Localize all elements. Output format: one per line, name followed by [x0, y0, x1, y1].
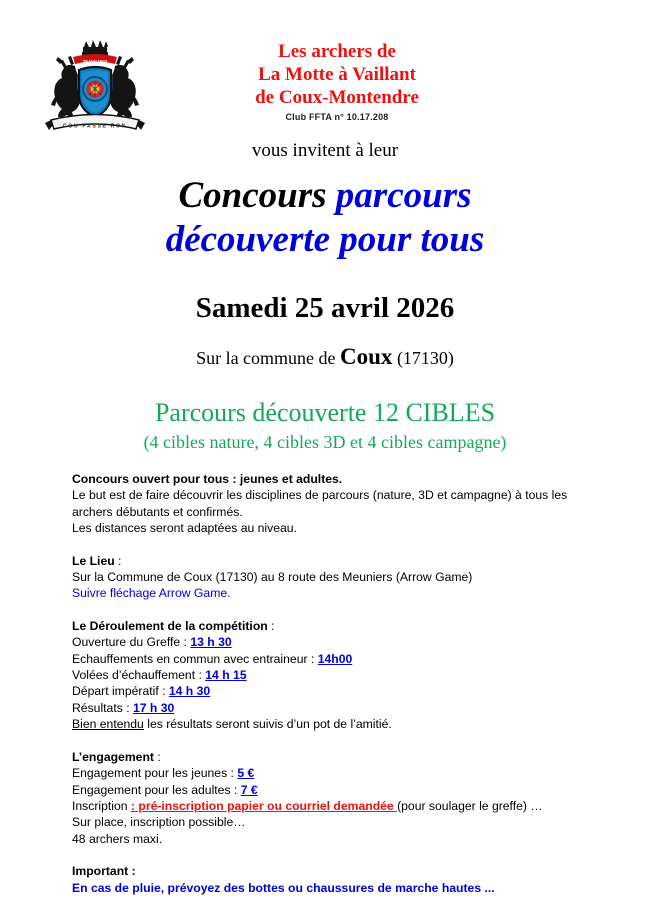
section-fees-heading [72, 749, 572, 765]
commune-postal: (17130) [392, 348, 454, 368]
schedule-row [72, 651, 572, 667]
schedule-note [72, 716, 572, 732]
event-date: Samedi 25 avril 2026 [195, 292, 455, 324]
registration-line [72, 798, 572, 814]
schedule-note-rest: les résultats seront suivis d’un pot de l’amitié. [143, 717, 392, 732]
schedule-label: Volées d’échauffement : [72, 668, 206, 683]
section-schedule-heading [72, 618, 572, 634]
course-subheadline: (4 cibles nature, 4 cibles 3D et 4 cibles campagne) [143, 432, 507, 452]
fee-row [72, 782, 572, 798]
commune-prefix: Sur la commune de [196, 348, 341, 368]
fee-row [72, 765, 572, 781]
poster-body [72, 471, 572, 896]
schedule-time: 17 h 30 [132, 700, 175, 715]
event-title-line-1 [0, 174, 650, 218]
spacer [72, 602, 572, 618]
invitation-line: vous invitent à leur [251, 140, 399, 161]
schedule-row [72, 634, 572, 650]
schedule-time: 14 h 15 [205, 668, 247, 683]
section-important-heading: Important : [72, 864, 136, 879]
schedule-time: 14h00 [317, 651, 353, 666]
schedule-note-emphasis: Bien entendu [72, 717, 144, 732]
section-lieu-signage: Suivre fléchage Arrow Game. [72, 586, 231, 601]
poster-header [0, 0, 650, 130]
schedule-time: 14 h 30 [168, 684, 211, 699]
spacer [72, 537, 572, 553]
section-lieu-heading-label: Le Lieu [72, 553, 115, 568]
section-open-heading: Concours ouvert pour tous : jeunes et adultes. [72, 472, 343, 486]
club-name-line-1: Les archers de [278, 41, 396, 62]
svg-text:29 MAI 1903: 29 MAI 1903 [83, 59, 107, 64]
club-ffta-number: Club FFTA n° 10.17.208 [285, 112, 389, 122]
event-commune [0, 344, 650, 370]
club-name-line-2: La Motte à Vaillant [258, 64, 416, 85]
section-lieu-heading [72, 553, 572, 569]
club-name-line-3: de Coux-Montendre [255, 87, 419, 108]
spacer [72, 733, 572, 749]
section-fees-heading-colon: : [153, 749, 161, 764]
club-name-block [192, 40, 482, 122]
schedule-time: 13 h 30 [190, 635, 232, 650]
section-schedule-heading-colon: : [267, 618, 275, 633]
fee-amount: 5 € [237, 766, 255, 781]
schedule-label: Départ impératif : [72, 684, 169, 699]
spacer [72, 847, 572, 863]
section-fees-heading-label: L’engagement [72, 749, 154, 764]
section-lieu-address: Sur la Commune de Coux (17130) au 8 route des Meuniers (Arrow Game) [72, 570, 473, 585]
registration-highlight: : pré-inscription papier ou courriel demandée [130, 798, 398, 813]
club-coat-of-arms-logo [33, 36, 157, 140]
event-title-line-2: découverte pour tous [165, 219, 485, 260]
section-lieu-heading-colon: : [114, 553, 122, 568]
section-schedule-heading-label: Le Déroulement de la compétition [72, 618, 268, 633]
fee-amount: 7 € [240, 782, 258, 797]
schedule-label: Echauffements en commun avec entraineur : [72, 651, 318, 666]
schedule-row [72, 667, 572, 683]
registration-max: 48 archers maxi. [72, 831, 163, 846]
schedule-label: Ouverture du Greffe : [72, 635, 191, 650]
section-open-line-2: archers débutants et confirmés. [72, 504, 243, 519]
schedule-row [72, 683, 572, 699]
fee-label: Engagement pour les jeunes : [72, 766, 238, 781]
event-title-concours: Concours [178, 175, 336, 216]
event-title [0, 174, 650, 262]
section-important-text: En cas de pluie, prévoyez des bottes ou chaussures de marche hautes ... [72, 880, 495, 895]
section-open-line-1: Le but est de faire découvrir les disciplines de parcours (nature, 3D et campagne) à tous les [72, 488, 568, 503]
schedule-label: Résultats : [72, 700, 133, 715]
commune-town: Coux [340, 344, 393, 369]
event-title-parcours: parcours [335, 175, 472, 216]
schedule-row [72, 700, 572, 716]
registration-onsite: Sur place, inscription possible… [72, 815, 246, 830]
svg-text:COU PASSE RON: COU PASSE RON [63, 123, 127, 130]
registration-suffix: (pour soulager le greffe) … [397, 798, 543, 813]
course-headline: Parcours découverte 12 CIBLES [154, 398, 496, 427]
fee-label: Engagement pour les adultes : [72, 782, 241, 797]
section-open-line-3: Les distances seront adaptées au niveau. [72, 521, 297, 536]
registration-prefix: Inscription [72, 798, 131, 813]
